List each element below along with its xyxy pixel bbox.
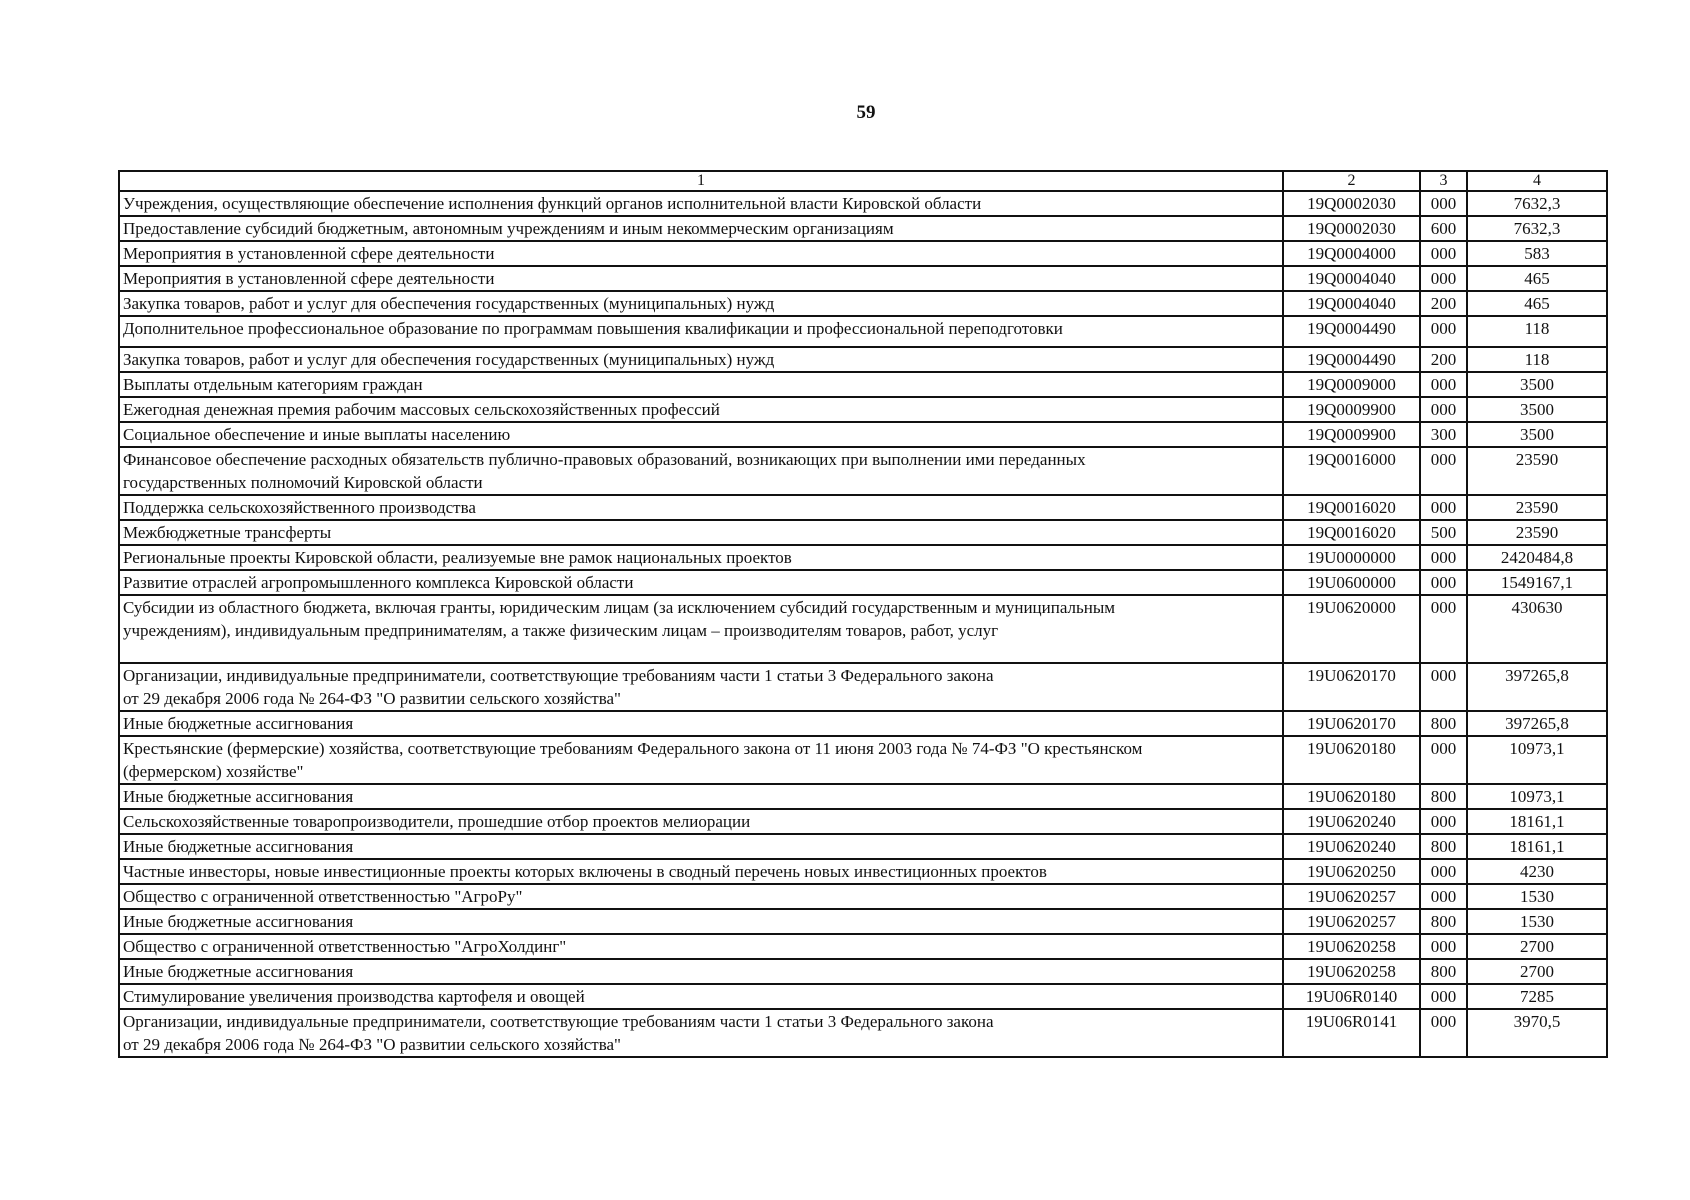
table-row (119, 1009, 1607, 1057)
row-name-cell: Поддержка сельскохозяйственного производства (119, 495, 1283, 520)
row-sum-cell: 118 (1467, 347, 1607, 372)
table-row (119, 191, 1607, 216)
row-type-cell: 000 (1420, 859, 1467, 884)
row-code-cell: 19U0620258 (1283, 934, 1420, 959)
row-code-cell: 19Q0004490 (1283, 347, 1420, 372)
row-type-cell: 000 (1420, 934, 1467, 959)
row-code-cell: 19Q0004490 (1283, 316, 1420, 347)
row-sum-cell: 18161,1 (1467, 834, 1607, 859)
row-name-cell: Иные бюджетные ассигнования (119, 834, 1283, 859)
row-sum-cell: 3970,5 (1467, 1009, 1607, 1057)
table-body (119, 191, 1607, 1057)
table-row (119, 909, 1607, 934)
row-sum-cell: 23590 (1467, 447, 1607, 495)
row-type-cell: 000 (1420, 595, 1467, 663)
row-sum-cell: 7632,3 (1467, 216, 1607, 241)
row-code-cell: 19Q0016000 (1283, 447, 1420, 495)
row-type-cell: 000 (1420, 316, 1467, 347)
row-type-cell: 000 (1420, 241, 1467, 266)
row-sum-cell: 1530 (1467, 884, 1607, 909)
column-header-3: 3 (1420, 171, 1467, 191)
row-name-cell: Региональные проекты Кировской области, реализуемые вне рамок национальных проектов (119, 545, 1283, 570)
row-code-cell: 19U0620000 (1283, 595, 1420, 663)
row-name-cell: Организации, индивидуальные предприниматели, соответствующие требованиям части 1 статьи 3 Федерального закона от 29 декабря 2006 года № 264-ФЗ "О развитии сельского хозяйства" (119, 663, 1283, 711)
row-type-cell: 800 (1420, 784, 1467, 809)
row-sum-cell: 3500 (1467, 372, 1607, 397)
row-name-cell: Субсидии из областного бюджета, включая гранты, юридическим лицам (за исключением субсидий государственным и муниципальным учреждениям), индивидуальным предпринимателям, а также физическим лицам – производителям товаров, работ, услуг (119, 595, 1283, 663)
table-row (119, 545, 1607, 570)
row-sum-cell: 465 (1467, 266, 1607, 291)
row-type-cell: 000 (1420, 447, 1467, 495)
table-row (119, 595, 1607, 663)
table-row (119, 397, 1607, 422)
row-sum-cell: 1530 (1467, 909, 1607, 934)
row-sum-cell: 397265,8 (1467, 663, 1607, 711)
row-sum-cell: 3500 (1467, 397, 1607, 422)
row-code-cell: 19U0620258 (1283, 959, 1420, 984)
row-type-cell: 000 (1420, 495, 1467, 520)
row-sum-cell: 2700 (1467, 959, 1607, 984)
row-name-cell: Стимулирование увеличения производства картофеля и овощей (119, 984, 1283, 1009)
row-name-cell: Ежегодная денежная премия рабочим массовых сельскохозяйственных профессий (119, 397, 1283, 422)
row-code-cell: 19U0000000 (1283, 545, 1420, 570)
row-sum-cell: 118 (1467, 316, 1607, 347)
row-name-cell: Сельскохозяйственные товаропроизводители, прошедшие отбор проектов мелиорации (119, 809, 1283, 834)
row-type-cell: 800 (1420, 834, 1467, 859)
table-row (119, 216, 1607, 241)
row-name-cell: Организации, индивидуальные предприниматели, соответствующие требованиям части 1 статьи 3 Федерального закона от 29 декабря 2006 года № 264-ФЗ "О развитии сельского хозяйства" (119, 1009, 1283, 1057)
row-name-cell: Социальное обеспечение и иные выплаты населению (119, 422, 1283, 447)
row-sum-cell: 18161,1 (1467, 809, 1607, 834)
row-type-cell: 000 (1420, 984, 1467, 1009)
row-name-cell: Развитие отраслей агропромышленного комплекса Кировской области (119, 570, 1283, 595)
row-sum-cell: 3500 (1467, 422, 1607, 447)
row-type-cell: 000 (1420, 570, 1467, 595)
table-row (119, 859, 1607, 884)
row-sum-cell: 583 (1467, 241, 1607, 266)
row-name-cell: Межбюджетные трансферты (119, 520, 1283, 545)
row-type-cell: 000 (1420, 1009, 1467, 1057)
table-row (119, 834, 1607, 859)
page-number: 59 (856, 102, 876, 123)
table-row (119, 570, 1607, 595)
row-sum-cell: 1549167,1 (1467, 570, 1607, 595)
row-type-cell: 200 (1420, 291, 1467, 316)
table-row (119, 934, 1607, 959)
table-row (119, 447, 1607, 495)
table-row (119, 809, 1607, 834)
row-type-cell: 500 (1420, 520, 1467, 545)
table-row (119, 495, 1607, 520)
table-row (119, 291, 1607, 316)
row-type-cell: 000 (1420, 397, 1467, 422)
row-name-cell: Общество с ограниченной ответственностью "АгроРу" (119, 884, 1283, 909)
row-code-cell: 19Q0004040 (1283, 266, 1420, 291)
row-code-cell: 19U0620240 (1283, 809, 1420, 834)
table-row (119, 984, 1607, 1009)
row-sum-cell: 397265,8 (1467, 711, 1607, 736)
row-code-cell: 19U0620257 (1283, 909, 1420, 934)
row-sum-cell: 10973,1 (1467, 736, 1607, 784)
row-type-cell: 000 (1420, 191, 1467, 216)
row-name-cell: Мероприятия в установленной сфере деятельности (119, 241, 1283, 266)
row-sum-cell: 465 (1467, 291, 1607, 316)
row-name-cell: Общество с ограниченной ответственностью "АгроХолдинг" (119, 934, 1283, 959)
row-name-cell: Учреждения, осуществляющие обеспечение исполнения функций органов исполнительной власти Кировской области (119, 191, 1283, 216)
row-type-cell: 000 (1420, 266, 1467, 291)
row-code-cell: 19U0620180 (1283, 784, 1420, 809)
row-code-cell: 19U0620240 (1283, 834, 1420, 859)
row-type-cell: 000 (1420, 809, 1467, 834)
table-row (119, 663, 1607, 711)
row-type-cell: 800 (1420, 959, 1467, 984)
row-name-cell: Иные бюджетные ассигнования (119, 711, 1283, 736)
row-name-cell: Финансовое обеспечение расходных обязательств публично-правовых образований, возникающих при выполнении ими переданных государственных полномочий Кировской области (119, 447, 1283, 495)
row-type-cell: 000 (1420, 736, 1467, 784)
budget-table (118, 170, 1608, 1058)
table-row (119, 711, 1607, 736)
row-name-cell: Выплаты отдельным категориям граждан (119, 372, 1283, 397)
row-name-cell: Иные бюджетные ассигнования (119, 784, 1283, 809)
row-type-cell: 800 (1420, 909, 1467, 934)
row-code-cell: 19Q0009000 (1283, 372, 1420, 397)
row-sum-cell: 7285 (1467, 984, 1607, 1009)
row-name-cell: Предоставление субсидий бюджетным, автономным учреждениям и иным некоммерческим организациям (119, 216, 1283, 241)
row-name-cell: Дополнительное профессиональное образование по программам повышения квалификации и профессиональной переподготовки (119, 316, 1283, 347)
row-code-cell: 19Q0002030 (1283, 191, 1420, 216)
row-type-cell: 000 (1420, 663, 1467, 711)
row-name-cell: Частные инвесторы, новые инвестиционные проекты которых включены в сводный перечень новых инвестиционных проектов (119, 859, 1283, 884)
row-code-cell: 19U06R0140 (1283, 984, 1420, 1009)
table-row (119, 347, 1607, 372)
row-code-cell: 19Q0004000 (1283, 241, 1420, 266)
row-type-cell: 300 (1420, 422, 1467, 447)
column-header-2: 2 (1283, 171, 1420, 191)
column-header-1: 1 (119, 171, 1283, 191)
row-code-cell: 19U0620180 (1283, 736, 1420, 784)
table-row (119, 520, 1607, 545)
row-name-cell: Закупка товаров, работ и услуг для обеспечения государственных (муниципальных) нужд (119, 291, 1283, 316)
row-code-cell: 19U0620257 (1283, 884, 1420, 909)
row-sum-cell: 23590 (1467, 495, 1607, 520)
row-name-cell: Крестьянские (фермерские) хозяйства, соответствующие требованиям Федерального закона от 11 июня 2003 года № 74-ФЗ "О крестьянском (фермерском) хозяйстве" (119, 736, 1283, 784)
row-type-cell: 600 (1420, 216, 1467, 241)
header-row (119, 171, 1607, 191)
table-row (119, 422, 1607, 447)
row-name-cell: Иные бюджетные ассигнования (119, 909, 1283, 934)
row-code-cell: 19Q0009900 (1283, 397, 1420, 422)
row-sum-cell: 2420484,8 (1467, 545, 1607, 570)
table-row (119, 884, 1607, 909)
row-code-cell: 19Q0009900 (1283, 422, 1420, 447)
row-sum-cell: 430630 (1467, 595, 1607, 663)
table-row (119, 316, 1607, 347)
row-code-cell: 19Q0016020 (1283, 495, 1420, 520)
row-type-cell: 000 (1420, 884, 1467, 909)
table-row (119, 784, 1607, 809)
row-name-cell: Иные бюджетные ассигнования (119, 959, 1283, 984)
row-code-cell: 19U0620250 (1283, 859, 1420, 884)
row-sum-cell: 23590 (1467, 520, 1607, 545)
row-code-cell: 19U0620170 (1283, 711, 1420, 736)
row-name-cell: Мероприятия в установленной сфере деятельности (119, 266, 1283, 291)
table-row (119, 959, 1607, 984)
row-name-cell: Закупка товаров, работ и услуг для обеспечения государственных (муниципальных) нужд (119, 347, 1283, 372)
row-code-cell: 19Q0004040 (1283, 291, 1420, 316)
row-code-cell: 19U06R0141 (1283, 1009, 1420, 1057)
row-sum-cell: 4230 (1467, 859, 1607, 884)
row-type-cell: 000 (1420, 545, 1467, 570)
table-row (119, 266, 1607, 291)
table-row (119, 241, 1607, 266)
row-sum-cell: 10973,1 (1467, 784, 1607, 809)
row-type-cell: 800 (1420, 711, 1467, 736)
row-code-cell: 19U0600000 (1283, 570, 1420, 595)
table-row (119, 372, 1607, 397)
row-code-cell: 19Q0002030 (1283, 216, 1420, 241)
row-sum-cell: 7632,3 (1467, 191, 1607, 216)
table-row (119, 736, 1607, 784)
row-sum-cell: 2700 (1467, 934, 1607, 959)
row-type-cell: 000 (1420, 372, 1467, 397)
row-type-cell: 200 (1420, 347, 1467, 372)
row-code-cell: 19Q0016020 (1283, 520, 1420, 545)
row-code-cell: 19U0620170 (1283, 663, 1420, 711)
column-header-4: 4 (1467, 171, 1607, 191)
